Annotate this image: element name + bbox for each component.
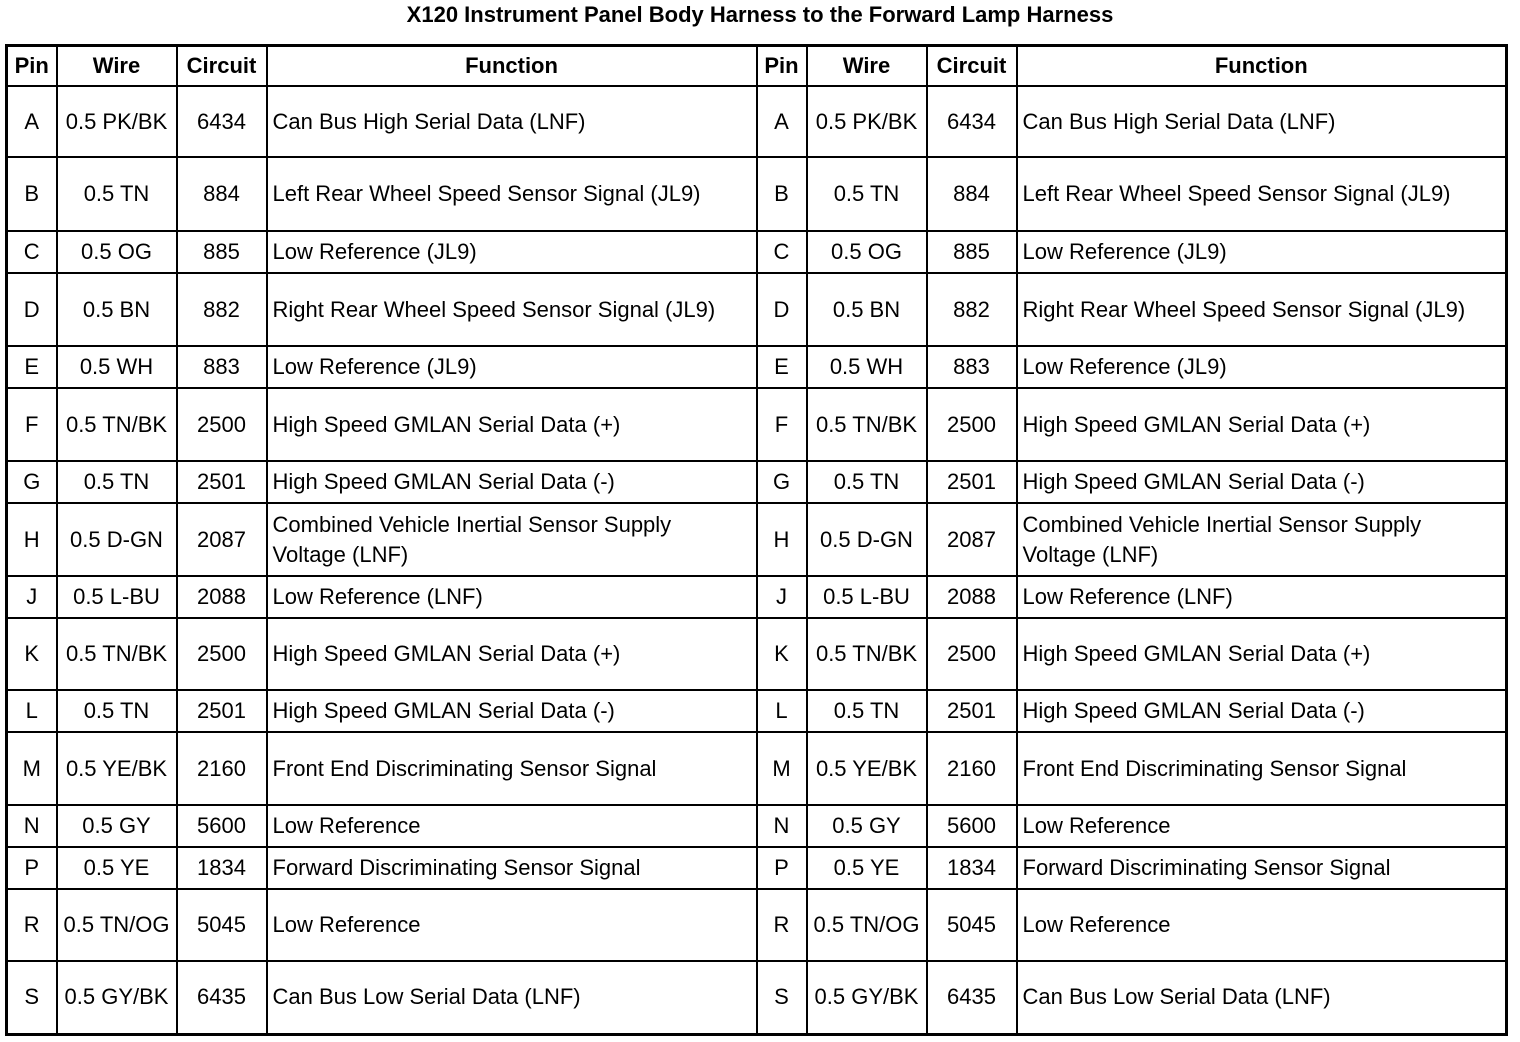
- table-row: [7, 805, 1507, 847]
- pin-cell: N: [7, 805, 57, 847]
- function-cell: Combined Vehicle Inertial Sensor Supply Voltage (LNF): [1017, 503, 1507, 576]
- circuit-cell: 2160: [177, 732, 267, 805]
- pin-cell: P: [757, 847, 807, 889]
- table-row: [7, 231, 1507, 273]
- function-cell: Can Bus High Serial Data (LNF): [267, 86, 757, 157]
- wire-cell: 0.5 GY/BK: [57, 961, 177, 1034]
- wire-cell: 0.5 TN/OG: [807, 889, 927, 961]
- circuit-cell: 1834: [177, 847, 267, 889]
- wire-cell: 0.5 YE/BK: [807, 732, 927, 805]
- function-cell: Front End Discriminating Sensor Signal: [1017, 732, 1507, 805]
- function-cell: Low Reference (JL9): [1017, 346, 1507, 388]
- pin-cell: P: [7, 847, 57, 889]
- wire-cell: 0.5 OG: [807, 231, 927, 273]
- connector-table: [5, 44, 1508, 1036]
- table-row: [7, 503, 1507, 576]
- function-cell: Low Reference (LNF): [267, 576, 757, 618]
- function-cell: Can Bus Low Serial Data (LNF): [267, 961, 757, 1034]
- pin-cell: G: [7, 461, 57, 503]
- wire-cell: 0.5 BN: [807, 273, 927, 346]
- function-cell: High Speed GMLAN Serial Data (+): [267, 388, 757, 461]
- pin-cell: H: [757, 503, 807, 576]
- function-cell: Low Reference (LNF): [1017, 576, 1507, 618]
- function-cell: Low Reference: [1017, 805, 1507, 847]
- circuit-cell: 2501: [177, 690, 267, 732]
- circuit-cell: 2500: [927, 618, 1017, 690]
- function-cell: Low Reference: [1017, 889, 1507, 961]
- circuit-cell: 885: [177, 231, 267, 273]
- pin-cell: H: [7, 503, 57, 576]
- circuit-cell: 1834: [927, 847, 1017, 889]
- table-row: [7, 961, 1507, 1034]
- circuit-cell: 2088: [177, 576, 267, 618]
- wire-cell: 0.5 D-GN: [57, 503, 177, 576]
- function-cell: High Speed GMLAN Serial Data (+): [267, 618, 757, 690]
- function-cell: High Speed GMLAN Serial Data (-): [1017, 461, 1507, 503]
- wire-cell: 0.5 TN/OG: [57, 889, 177, 961]
- function-cell: Low Reference: [267, 889, 757, 961]
- circuit-cell: 2501: [927, 461, 1017, 503]
- circuit-cell: 6434: [177, 86, 267, 157]
- wire-cell: 0.5 TN: [57, 157, 177, 231]
- circuit-cell: 2087: [927, 503, 1017, 576]
- wire-cell: 0.5 TN/BK: [807, 388, 927, 461]
- circuit-cell: 6435: [927, 961, 1017, 1034]
- wire-cell: 0.5 TN: [807, 461, 927, 503]
- pin-cell: M: [757, 732, 807, 805]
- table-row: [7, 346, 1507, 388]
- table-row: [7, 388, 1507, 461]
- function-cell: Low Reference (JL9): [1017, 231, 1507, 273]
- col-header-function: Function: [267, 46, 757, 87]
- circuit-cell: 6435: [177, 961, 267, 1034]
- circuit-cell: 885: [927, 231, 1017, 273]
- circuit-cell: 2160: [927, 732, 1017, 805]
- pin-cell: D: [7, 273, 57, 346]
- pin-cell: S: [7, 961, 57, 1034]
- pin-cell: D: [757, 273, 807, 346]
- pin-cell: B: [7, 157, 57, 231]
- function-cell: Low Reference: [267, 805, 757, 847]
- circuit-cell: 2501: [927, 690, 1017, 732]
- pin-cell: A: [7, 86, 57, 157]
- pin-cell: A: [757, 86, 807, 157]
- wire-cell: 0.5 TN/BK: [807, 618, 927, 690]
- wire-cell: 0.5 WH: [807, 346, 927, 388]
- function-cell: Low Reference (JL9): [267, 231, 757, 273]
- function-cell: Forward Discriminating Sensor Signal: [267, 847, 757, 889]
- function-cell: High Speed GMLAN Serial Data (+): [1017, 618, 1507, 690]
- wire-cell: 0.5 GY: [807, 805, 927, 847]
- col-header-circuit: Circuit: [927, 46, 1017, 87]
- circuit-cell: 6434: [927, 86, 1017, 157]
- circuit-cell: 2501: [177, 461, 267, 503]
- function-cell: High Speed GMLAN Serial Data (-): [1017, 690, 1507, 732]
- pin-cell: N: [757, 805, 807, 847]
- wire-cell: 0.5 YE: [57, 847, 177, 889]
- table-row: [7, 86, 1507, 157]
- header-row: [7, 46, 1507, 87]
- table-row: [7, 732, 1507, 805]
- wire-cell: 0.5 WH: [57, 346, 177, 388]
- pin-cell: B: [757, 157, 807, 231]
- table-row: [7, 157, 1507, 231]
- wire-cell: 0.5 YE/BK: [57, 732, 177, 805]
- function-cell: Can Bus High Serial Data (LNF): [1017, 86, 1507, 157]
- circuit-cell: 883: [927, 346, 1017, 388]
- pin-cell: F: [757, 388, 807, 461]
- table-body: [7, 86, 1507, 1034]
- table-row: [7, 690, 1507, 732]
- pin-cell: L: [757, 690, 807, 732]
- page-title: X120 Instrument Panel Body Harness to the Forward Lamp Harness: [406, 2, 1114, 27]
- wire-cell: 0.5 GY/BK: [807, 961, 927, 1034]
- table-row: [7, 889, 1507, 961]
- circuit-cell: 2087: [177, 503, 267, 576]
- pin-cell: C: [757, 231, 807, 273]
- wire-cell: 0.5 PK/BK: [57, 86, 177, 157]
- table-row: [7, 273, 1507, 346]
- wire-cell: 0.5 GY: [57, 805, 177, 847]
- function-cell: Forward Discriminating Sensor Signal: [1017, 847, 1507, 889]
- table-row: [7, 576, 1507, 618]
- col-header-wire: Wire: [57, 46, 177, 87]
- wire-cell: 0.5 BN: [57, 273, 177, 346]
- function-cell: Left Rear Wheel Speed Sensor Signal (JL9): [1017, 157, 1507, 231]
- pin-cell: E: [757, 346, 807, 388]
- pin-cell: G: [757, 461, 807, 503]
- wire-cell: 0.5 YE: [807, 847, 927, 889]
- function-cell: Right Rear Wheel Speed Sensor Signal (JL9): [1017, 273, 1507, 346]
- pin-cell: R: [7, 889, 57, 961]
- wire-cell: 0.5 TN: [807, 157, 927, 231]
- wire-cell: 0.5 TN: [57, 461, 177, 503]
- wire-cell: 0.5 OG: [57, 231, 177, 273]
- pin-cell: S: [757, 961, 807, 1034]
- col-header-circuit: Circuit: [177, 46, 267, 87]
- circuit-cell: 2500: [927, 388, 1017, 461]
- pin-cell: M: [7, 732, 57, 805]
- function-cell: Right Rear Wheel Speed Sensor Signal (JL9): [267, 273, 757, 346]
- circuit-cell: 5045: [177, 889, 267, 961]
- function-cell: Front End Discriminating Sensor Signal: [267, 732, 757, 805]
- table-row: [7, 847, 1507, 889]
- col-header-pin: Pin: [757, 46, 807, 87]
- circuit-cell: 884: [177, 157, 267, 231]
- wire-cell: 0.5 TN/BK: [57, 388, 177, 461]
- pin-cell: J: [7, 576, 57, 618]
- pin-cell: K: [7, 618, 57, 690]
- function-cell: Low Reference (JL9): [267, 346, 757, 388]
- circuit-cell: 882: [177, 273, 267, 346]
- pin-cell: J: [757, 576, 807, 618]
- table-row: [7, 618, 1507, 690]
- function-cell: Left Rear Wheel Speed Sensor Signal (JL9): [267, 157, 757, 231]
- pin-cell: R: [757, 889, 807, 961]
- col-header-pin: Pin: [7, 46, 57, 87]
- pin-cell: L: [7, 690, 57, 732]
- function-cell: Combined Vehicle Inertial Sensor Supply Voltage (LNF): [267, 503, 757, 576]
- circuit-cell: 2500: [177, 618, 267, 690]
- circuit-cell: 884: [927, 157, 1017, 231]
- wire-cell: 0.5 L-BU: [57, 576, 177, 618]
- pin-cell: K: [757, 618, 807, 690]
- pin-cell: C: [7, 231, 57, 273]
- col-header-function: Function: [1017, 46, 1507, 87]
- circuit-cell: 5600: [177, 805, 267, 847]
- circuit-cell: 2088: [927, 576, 1017, 618]
- function-cell: High Speed GMLAN Serial Data (-): [267, 690, 757, 732]
- circuit-cell: 882: [927, 273, 1017, 346]
- pin-cell: F: [7, 388, 57, 461]
- circuit-cell: 2500: [177, 388, 267, 461]
- circuit-cell: 5045: [927, 889, 1017, 961]
- col-header-wire: Wire: [807, 46, 927, 87]
- function-cell: High Speed GMLAN Serial Data (-): [267, 461, 757, 503]
- wire-cell: 0.5 TN: [57, 690, 177, 732]
- circuit-cell: 883: [177, 346, 267, 388]
- wire-cell: 0.5 L-BU: [807, 576, 927, 618]
- circuit-cell: 5600: [927, 805, 1017, 847]
- pin-cell: E: [7, 346, 57, 388]
- wire-cell: 0.5 D-GN: [807, 503, 927, 576]
- function-cell: High Speed GMLAN Serial Data (+): [1017, 388, 1507, 461]
- function-cell: Can Bus Low Serial Data (LNF): [1017, 961, 1507, 1034]
- wire-cell: 0.5 TN: [807, 690, 927, 732]
- wire-cell: 0.5 TN/BK: [57, 618, 177, 690]
- wire-cell: 0.5 PK/BK: [807, 86, 927, 157]
- table-row: [7, 461, 1507, 503]
